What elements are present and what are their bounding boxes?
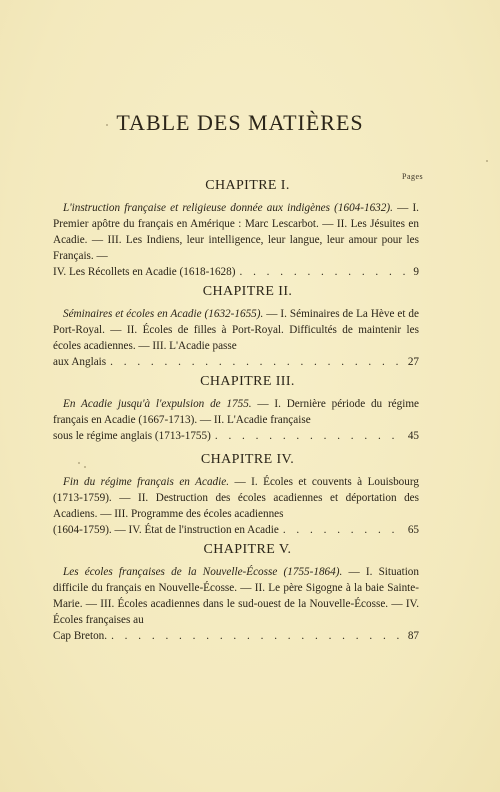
chapter-heading: CHAPITRE III. xyxy=(200,374,295,389)
chapter-subtitle: En Acadie jusqu'à l'expulsion de 1755. xyxy=(63,398,252,410)
toc-entry-last-line: IV. Les Récollets en Acadie (1618-1628) xyxy=(53,265,236,278)
chapter-subtitle: Séminaires et écoles en Acadie (1632-1655). xyxy=(63,308,264,320)
chapter-body: — I. Écoles et couvents à Louisbourg (1713-1759). — II. Destruction des écoles acadiennes et déportation des Acadiens. — III. Programme des écoles acadiennes xyxy=(53,476,419,520)
toc-entry-last-line: (1604-1759). — IV. État de l'instruction en Acadie xyxy=(53,523,279,536)
page-number: 27 xyxy=(407,355,419,368)
dot-leader xyxy=(110,355,404,371)
chapter-1 xyxy=(53,178,420,281)
toc-entry-line[interactable] xyxy=(53,429,419,445)
chapter-heading: CHAPITRE V. xyxy=(203,542,292,557)
chapter-body: — I. Dernière période du régime français en Acadie (1667-1713). — II. L'Acadie française xyxy=(53,398,420,426)
page-number: 87 xyxy=(407,629,419,642)
page-number: 9 xyxy=(413,265,419,278)
chapter-4 xyxy=(53,452,420,539)
paper-speck xyxy=(84,466,86,468)
page-title: TABLE DES MATIÈRES xyxy=(116,110,364,135)
paper-speck xyxy=(486,160,488,162)
toc-entry-line[interactable] xyxy=(53,355,419,371)
chapter-heading: CHAPITRE II. xyxy=(202,284,293,299)
chapter-3 xyxy=(53,374,420,445)
chapter-body: — I. Séminaires de La Hève et de Port-Royal. — II. Écoles de filles à Port-Royal. Difficultés de maintenir les écoles acadiennes. — III. L'Acadie passe xyxy=(53,308,419,352)
dot-leader xyxy=(111,629,404,645)
chapter-subtitle: Fin du régime français en Acadie. xyxy=(63,476,229,488)
chapter-summary xyxy=(53,307,419,355)
paper-speck xyxy=(106,124,108,126)
toc-entry-line[interactable] xyxy=(53,629,419,645)
chapter-summary xyxy=(53,565,419,629)
toc-entry-last-line: Cap Breton. xyxy=(53,629,108,642)
dot-leader xyxy=(239,265,409,281)
chapter-subtitle: Les écoles françaises de la Nouvelle-Écosse (1755-1864). xyxy=(63,566,343,578)
chapter-summary xyxy=(53,201,419,265)
chapter-subtitle: L'instruction française et religieuse donnée aux indigènes (1604-1632). xyxy=(63,202,393,214)
chapter-summary xyxy=(53,475,419,523)
chapter-2 xyxy=(53,284,420,371)
chapter-5 xyxy=(53,542,420,645)
page-number: 45 xyxy=(407,429,419,442)
chapter-body: — I. Premier apôtre du français en Amérique : Marc Lescarbot. — II. Les Jésuites en Acadie. — III. Les Indiens, leur intelligence, leur langue, leur amour pour les Français. — xyxy=(53,202,419,262)
chapter-summary xyxy=(53,397,419,429)
pages-column-label: Pages xyxy=(402,172,424,181)
toc-entry-line[interactable] xyxy=(53,265,419,281)
chapter-body: — I. Situation difficile du français en Nouvelle-Écosse. — II. Le père Sigogne à la baie Sainte-Marie. — III. Écoles acadiennes dans le sud-ouest de la Nouvelle-Écosse. — IV. Écoles françaises au xyxy=(53,566,419,626)
chapter-heading: CHAPITRE I. xyxy=(205,178,290,193)
paper-speck xyxy=(78,462,80,464)
dot-leader xyxy=(283,523,404,539)
toc-entry-line[interactable] xyxy=(53,523,419,539)
chapter-heading: CHAPITRE IV. xyxy=(200,452,295,467)
dot-leader xyxy=(215,429,404,445)
page-number: 65 xyxy=(407,523,419,536)
toc-entry-last-line: sous le régime anglais (1713-1755) xyxy=(53,429,211,442)
toc-entry-last-line: aux Anglais xyxy=(53,355,107,368)
